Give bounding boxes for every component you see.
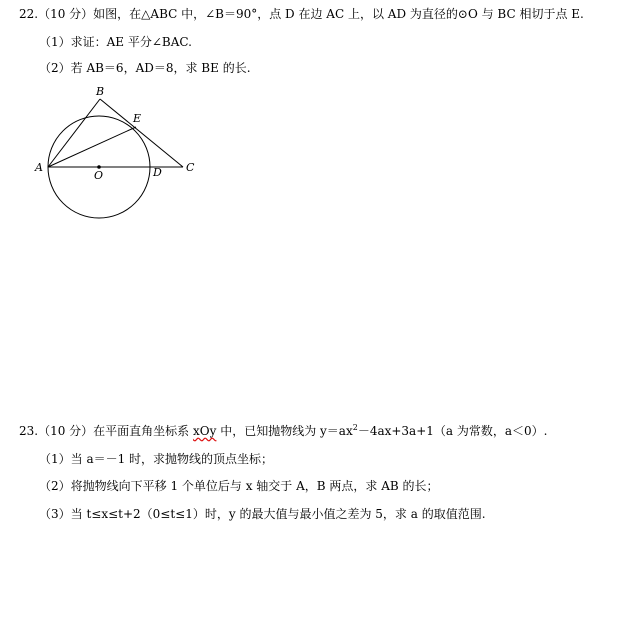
label-d: D bbox=[153, 166, 162, 179]
q23-coordinate-system-name: xOy bbox=[192, 424, 217, 438]
q22-header: 22.（10 分）如图，在△ABC 中，∠B＝90°，点 D 在边 AC 上，以 AD 为直径的⊙O 与 BC 相切于点 E. bbox=[19, 7, 584, 21]
q22-part1: （1）求证：AE 平分∠BAC. bbox=[39, 35, 192, 49]
q23-header-equation: 中，已知抛物线为 y＝ax bbox=[216, 424, 353, 438]
label-e: E bbox=[133, 112, 142, 125]
label-a: A bbox=[35, 161, 43, 174]
q23-part1: （1）当 a＝－1 时，求抛物线的顶点坐标； bbox=[39, 452, 274, 466]
segment-bc bbox=[100, 99, 183, 167]
q23-part2: （2）将抛物线向下平移 1 个单位后与 x 轴交于 A，B 两点，求 AB 的长； bbox=[39, 479, 439, 493]
q23-header-suffix: －4ax+3a+1（a 为常数，a＜0）. bbox=[357, 424, 548, 438]
q23-header-prefix: 23.（10 分）在平面直角坐标系 bbox=[19, 424, 193, 438]
q23-header bbox=[19, 423, 547, 439]
label-b: B bbox=[96, 85, 105, 98]
label-o: O bbox=[94, 169, 104, 182]
q23-exponent: 2 bbox=[352, 423, 358, 432]
q22-part2: （2）若 AB＝6，AD＝8，求 BE 的长. bbox=[39, 61, 251, 75]
q22-geometry-figure bbox=[30, 82, 202, 224]
label-c: C bbox=[186, 161, 195, 174]
segment-ab bbox=[48, 99, 100, 167]
q23-part3: （3）当 t≤x≤t+2（0≤t≤1）时，y 的最大值与最小值之差为 5，求 a 的取值范围. bbox=[39, 507, 486, 521]
